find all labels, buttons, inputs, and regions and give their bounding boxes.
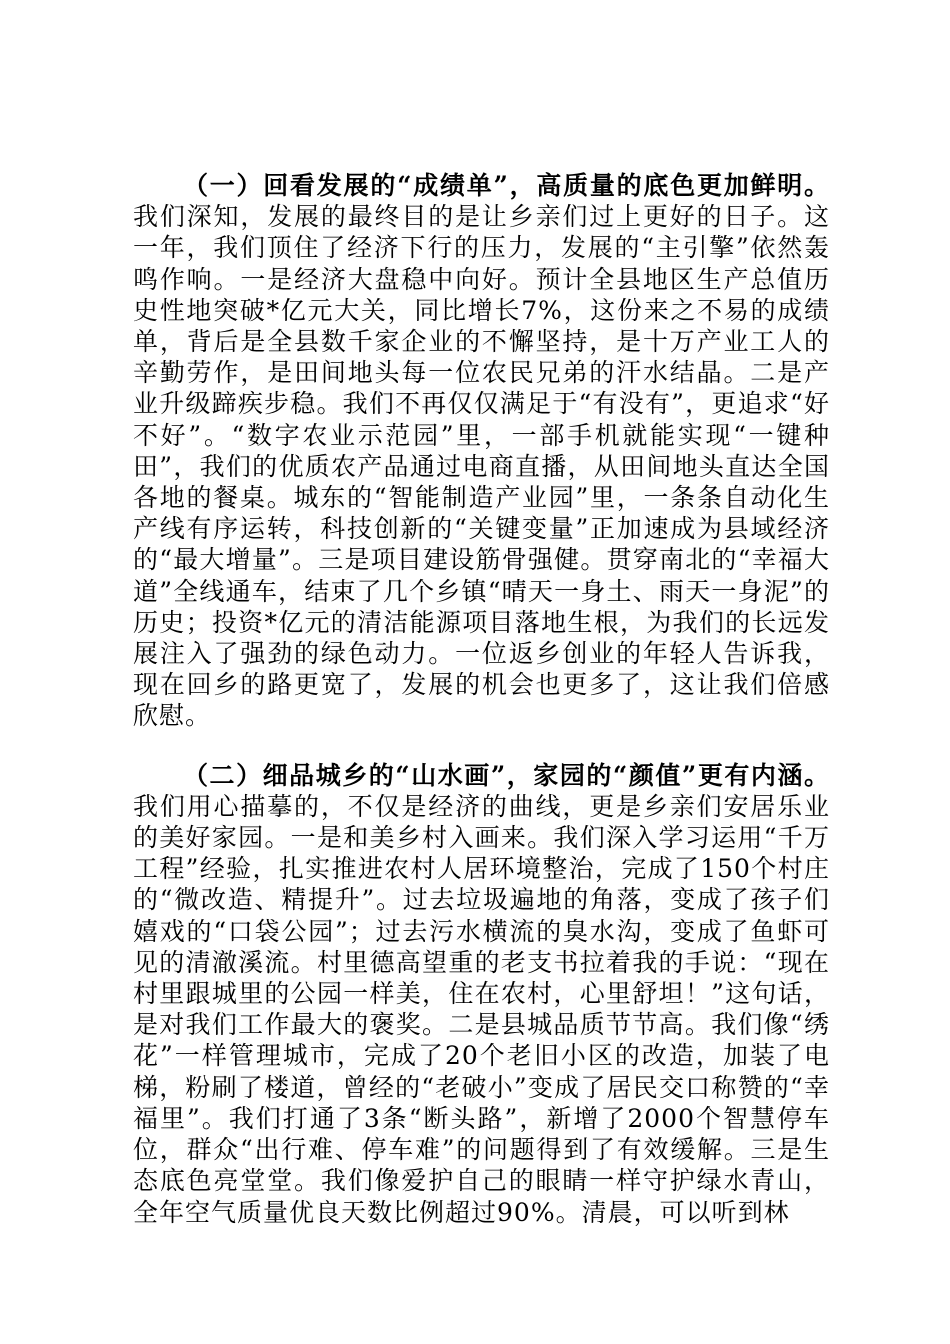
document-page [133,170,830,1228]
section-1-paragraph [133,170,830,732]
section-2-body: 我们用心描摹的，不仅是经济的曲线，更是乡亲们安居乐业的美好家园。一是和美乡村入画来。我们深入学习运用“千万工程”经验，扎实推进农村人居环境整治，完成了150个村庄的“微改造、精提升”。过去垃圾遍地的角落，变成了孩子们嬉戏的“口袋公园”；过去污水横流的臭水沟，变成了鱼虾可见的清澈溪流。村里德高望重的老支书拉着我的手说：“现在村里跟城里的公园一样美，住在农村，心里舒坦！”这句话，是对我们工作最大的褒奖。二是县城品质节节高。我们像“绣花”一样管理城市，完成了20个老旧小区的改造，加装了电梯，粉刷了楼道，曾经的“老破小”变成了居民交口称赞的“幸福里”。我们打通了3条“断头路”，新增了2000个智慧停车位，群众“出行难、停车难”的问题得到了有效缓解。三是生态底色亮堂堂。我们像爱护自己的眼睛一样守护绿水青山，全年空气质量优良天数比例超过90%。清晨，可以听到林 [133,791,830,1227]
section-1-body: 我们深知，发展的最终目的是让乡亲们过上更好的日子。这一年，我们顶住了经济下行的压力，发展的“主引擎”依然轰鸣作响。一是经济大盘稳中向好。预计全县地区生产总值历史性地突破*亿元大关，同比增长7%，这份来之不易的成绩单，背后是全县数千家企业的不懈坚持，是十万产业工人的辛勤劳作，是田间地头每一位农民兄弟的汗水结晶。二是产业升级蹄疾步稳。我们不再仅仅满足于“有没有”，更追求“好不好”。“数字农业示范园”里，一部手机就能实现“一键种田”，我们的优质农产品通过电商直播，从田间地头直达全国各地的餐桌。城东的“智能制造产业园”里，一条条自动化生产线有序运转，科技创新的“关键变量”正加速成为县域经济的“最大增量”。三是项目建设筋骨强健。贯穿南北的“幸福大道”全线通车，结束了几个乡镇“晴天一身土、雨天一身泥”的历史；投资*亿元的清洁能源项目落地生根，为我们的长远发展注入了强劲的绿色动力。一位返乡创业的年轻人告诉我，现在回乡的路更宽了，发展的机会也更多了，这让我们倍感欣慰。 [133,202,830,731]
section-2-heading: （二）细品城乡的“山水画”，家园的“颜值”更有内涵。 [183,760,830,790]
section-1-heading: （一）回看发展的“成绩单”，高质量的底色更加鲜明。 [183,171,830,200]
section-2-paragraph [133,760,830,1228]
